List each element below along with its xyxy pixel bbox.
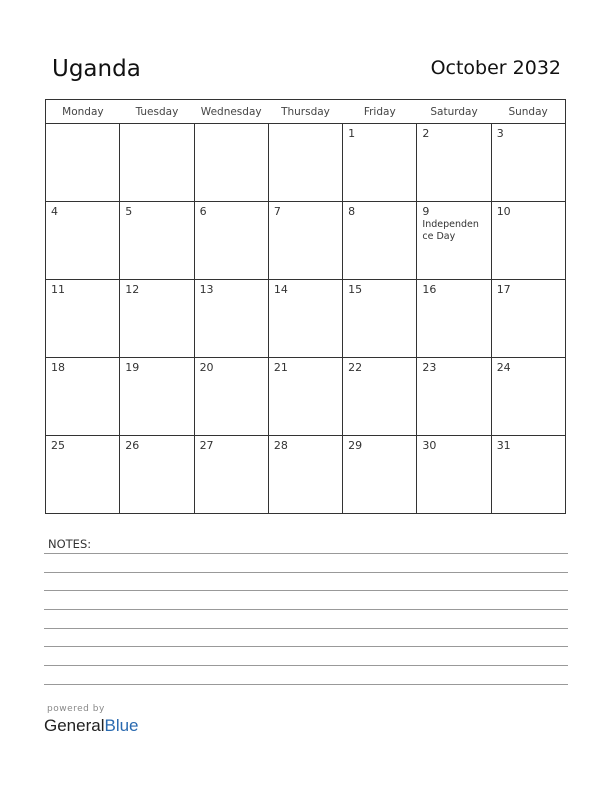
day-number: 24	[496, 361, 511, 374]
day-cell	[417, 436, 491, 514]
day-number: 22	[348, 361, 363, 374]
day-cell	[194, 124, 268, 202]
note-line	[44, 572, 568, 573]
country-title: Uganda	[52, 56, 141, 82]
day-cell	[46, 124, 120, 202]
weekday-monday: Monday	[46, 100, 120, 124]
note-line	[44, 553, 568, 554]
day-number: 12	[125, 283, 140, 296]
notes-label: NOTES:	[48, 537, 92, 551]
note-line	[44, 684, 568, 685]
day-number: 15	[348, 283, 363, 296]
day-number: 3	[496, 127, 504, 140]
day-number: 4	[51, 205, 58, 218]
day-number: 13	[199, 283, 214, 296]
day-number: 25	[51, 439, 65, 452]
note-line	[44, 665, 568, 666]
day-cell	[343, 280, 417, 358]
week-row	[46, 280, 566, 358]
day-cell	[120, 124, 194, 202]
day-cell	[268, 124, 342, 202]
weekday-thursday: Thursday	[268, 100, 342, 124]
brand-general: General	[44, 716, 105, 735]
calendar-grid	[45, 99, 566, 514]
day-cell	[120, 202, 194, 280]
note-line	[44, 646, 568, 647]
day-number: 17	[496, 283, 511, 296]
note-line	[44, 609, 568, 610]
day-cell	[194, 436, 268, 514]
day-cell	[194, 202, 268, 280]
day-number: 20	[199, 361, 214, 374]
day-number: 1	[348, 127, 356, 140]
day-number: 26	[125, 439, 140, 452]
month-year-title: October 2032	[430, 57, 561, 79]
weekday-tuesday: Tuesday	[120, 100, 194, 124]
day-number: 23	[422, 361, 437, 374]
day-number: 16	[422, 283, 437, 296]
weekday-sunday: Sunday	[491, 100, 565, 124]
day-cell	[268, 280, 342, 358]
day-number: 9	[422, 205, 430, 218]
day-number: 29	[348, 439, 363, 452]
day-cell	[194, 358, 268, 436]
day-cell	[120, 358, 194, 436]
day-cell	[417, 202, 491, 280]
day-cell	[194, 280, 268, 358]
day-number: 10	[496, 205, 511, 218]
weekday-saturday: Saturday	[417, 100, 491, 124]
day-cell	[120, 436, 194, 514]
day-number: 14	[273, 283, 288, 296]
day-cell	[268, 358, 342, 436]
week-row	[46, 124, 566, 202]
weekday-friday: Friday	[343, 100, 417, 124]
day-cell	[343, 358, 417, 436]
day-cell	[46, 280, 120, 358]
day-cell	[46, 436, 120, 514]
week-row	[46, 202, 566, 280]
note-line	[44, 590, 568, 591]
day-cell	[120, 280, 194, 358]
holiday-label: Independen ce Day	[422, 219, 479, 242]
note-line	[44, 628, 568, 629]
day-cell	[491, 124, 565, 202]
week-row	[46, 358, 566, 436]
day-cell	[343, 436, 417, 514]
day-cell	[343, 124, 417, 202]
day-cell	[491, 202, 565, 280]
day-cell	[268, 436, 342, 514]
day-cell	[417, 280, 491, 358]
day-cell	[46, 358, 120, 436]
generalblue-logo	[44, 716, 139, 736]
day-number: 21	[273, 361, 288, 374]
day-number: 19	[125, 361, 140, 374]
day-cell	[417, 358, 491, 436]
day-cell	[343, 202, 417, 280]
day-number: 18	[51, 361, 65, 374]
day-number: 27	[199, 439, 214, 452]
weekday-header-row	[46, 100, 566, 124]
day-number: 2	[422, 127, 430, 140]
weekday-wednesday: Wednesday	[194, 100, 268, 124]
day-cell	[268, 202, 342, 280]
day-number: 31	[496, 439, 511, 452]
brand-blue: Blue	[104, 716, 139, 735]
day-number: 30	[422, 439, 437, 452]
day-cell	[417, 124, 491, 202]
week-row	[46, 436, 566, 514]
day-cell	[491, 358, 565, 436]
day-number: 28	[273, 439, 288, 452]
day-number: 5	[125, 205, 133, 218]
day-number: 7	[273, 205, 281, 218]
day-number: 6	[199, 205, 207, 218]
day-number: 8	[348, 205, 356, 218]
powered-by-text: powered by	[47, 704, 105, 714]
day-cell	[491, 280, 565, 358]
day-number: 11	[51, 283, 65, 296]
day-cell	[46, 202, 120, 280]
day-cell	[491, 436, 565, 514]
